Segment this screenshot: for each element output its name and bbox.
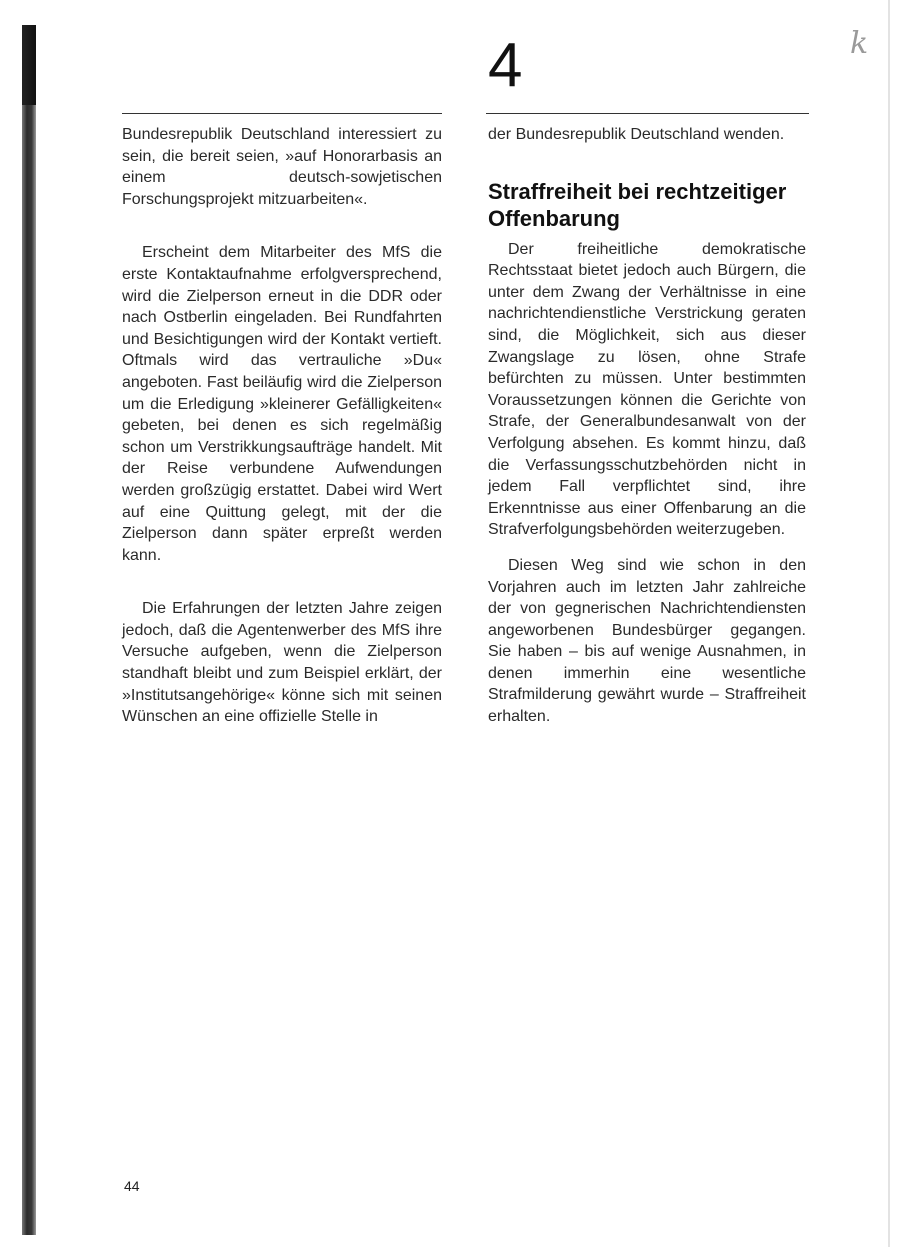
chapter-number: 4 [488,31,523,100]
left-paragraph-3: Die Erfahrungen der letzten Jahre zeigen jedoch, daß die Agentenwerber des MfS ihre Versuche aufgeben, wenn die Zielperson standhaft bleibt und zum Beispiel erklärt, der »Institutsangehörige« könne sich mit seinen Wünschen an eine offizielle Stelle in [122,600,442,726]
left-paragraph-2: Erscheint dem Mitarbeiter des MfS die erste Kontaktaufnahme erfolgversprechend, wird die Zielperson erneut in die DDR oder nach Ostberlin eingeladen. Bei Rundfahrten und Besichtigungen wird der Kontakt vertieft. Oftmals wird das vertrauliche »Du« angeboten. Fast beiläufig wird die Zielperson um die Erledigung »kleinerer Gefälligkeiten« gebeten, bei denen es sich regelmäßig schon um Verstrikkungsaufträge handelt. Mit der Reise verbundene Aufwendungen werden großzügig erstattet. Dabei wird Wert auf eine Quittung gelegt, mit der die Zielperson dann später erpreßt werden kann. [122,244,442,564]
right-paragraph-2: Diesen Weg sind wie schon in den Vorjahren auch im letzten Jahr zahlreiche der von gegnerischen Nachrichtendiensten angeworbenen Bundesbürger gegangen. Sie haben – bis auf wenige Ausnahmen, in denen immerhin eine wesentliche Strafmilderung gewährt wurde – Straffreiheit erhalten. [488,556,806,726]
left-column [122,124,442,760]
book-binding-shadow [22,25,36,1235]
left-paragraph-1: Bundesrepublik Deutschland interessiert zu sein, die bereit seien, »auf Honorarbasis an einem deutsch-sowjetischen Forschungsprojekt mitzuarbeiten«. [122,126,442,208]
header-rule-left [122,113,442,114]
page-number: 44 [124,1178,140,1194]
section-heading: Straffreiheit bei rechtzeitiger Offenbarung [488,178,787,231]
page-right-edge [888,0,890,1247]
handwritten-margin-mark: k [850,26,869,61]
right-column [488,124,806,760]
header-rule-right [486,113,809,114]
right-intro-paragraph: der Bundesrepublik Deutschland wenden. [488,126,785,143]
right-paragraph-1: Der freiheitliche demokratische Rechtsstaat bietet jedoch auch Bürgern, die unter dem Zwang der Verhältnisse in eine nachrichtendienstliche Verstrickung geraten sind, die Möglichkeit, sich aus dieser Zwangslage zu lösen, ohne Strafe befürchten zu müssen. Unter bestimmten Voraussetzungen können die Gerichte von Strafe, der Generalbundesanwalt von der Verfolgung absehen. Es kommt hinzu, daß die Verfassungsschutzbehörden nicht in jedem Fall verpflichtet sind, ihre Erkenntnisse aus einer Offenbarung an die Strafverfolgungsbehörden weiterzugeben. [488,240,806,539]
